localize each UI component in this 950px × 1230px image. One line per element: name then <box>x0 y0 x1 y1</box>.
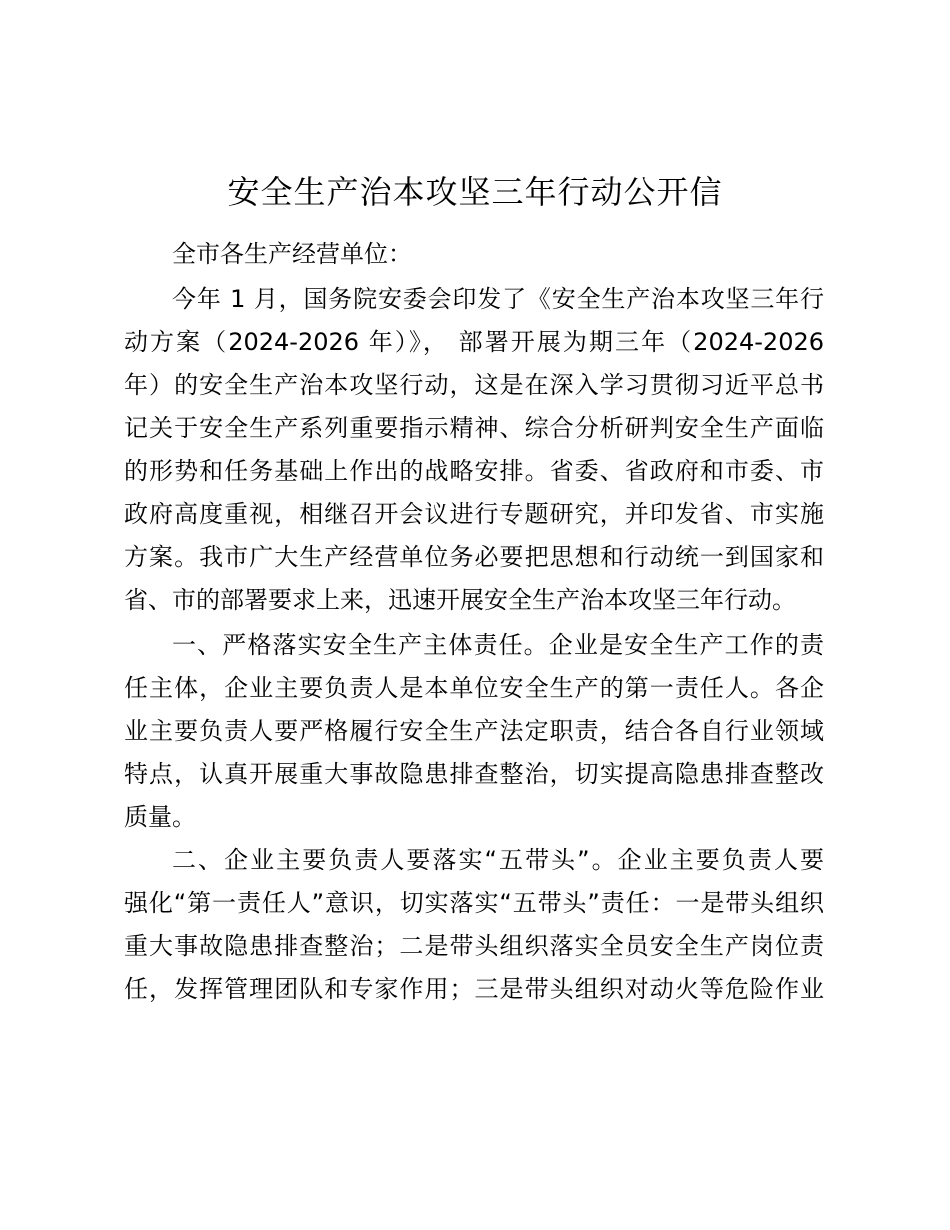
paragraph-line: 政府高度重视，相继召开会议进行专题研究，并印发省、市实施 <box>124 500 824 528</box>
paragraph-line: 质量。 <box>124 803 196 831</box>
paragraph-line: 一、严格落实安全生产主体责任。企业是安全生产工作的责 <box>172 631 824 659</box>
paragraph-line: 方案。我市广大生产经营单位务必要把思想和行动统一到国家和 <box>124 543 824 571</box>
paragraph-line: 年）的安全生产治本攻坚行动，这是在深入学习贯彻习近平总书 <box>124 371 824 399</box>
paragraph-line: 记关于安全生产系列重要指示精神、综合分析研判安全生产面临 <box>124 414 824 442</box>
paragraph-line: 的形势和任务基础上作出的战略安排。省委、省政府和市委、市 <box>124 457 824 485</box>
paragraph-line: 二、企业主要负责人要落实“五带头”。企业主要负责人要 <box>172 846 824 874</box>
page-title: 安全生产治本攻坚三年行动公开信 <box>227 173 723 211</box>
paragraph-line: 今年 1 月，国务院安委会印发了《安全生产治本攻坚三年行 <box>172 285 824 313</box>
paragraph-line: 任主体，企业主要负责人是本单位安全生产的第一责任人。各企 <box>124 674 824 702</box>
salutation-line: 全市各生产经营单位： <box>172 240 412 268</box>
paragraph-line: 业主要负责人要严格履行安全生产法定职责，结合各自行业领域 <box>124 717 824 745</box>
paragraph-line: 重大事故隐患排查整治；二是带头组织落实全员安全生产岗位责 <box>124 932 824 960</box>
paragraph-line: 任，发挥管理团队和专家作用；三是带头组织对动火等危险作业 <box>124 975 824 1003</box>
paragraph-line: 强化“第一责任人”意识，切实落实“五带头”责任：一是带头组织 <box>124 889 824 917</box>
paragraph-line: 动方案（2024-2026 年）》， 部署开展为期三年（2024-2026 <box>124 328 824 356</box>
paragraph-line: 省、市的部署要求上来，迅速开展安全生产治本攻坚三年行动。 <box>124 586 796 614</box>
paragraph-line: 特点，认真开展重大事故隐患排查整治，切实提高隐患排查整改 <box>124 760 824 788</box>
